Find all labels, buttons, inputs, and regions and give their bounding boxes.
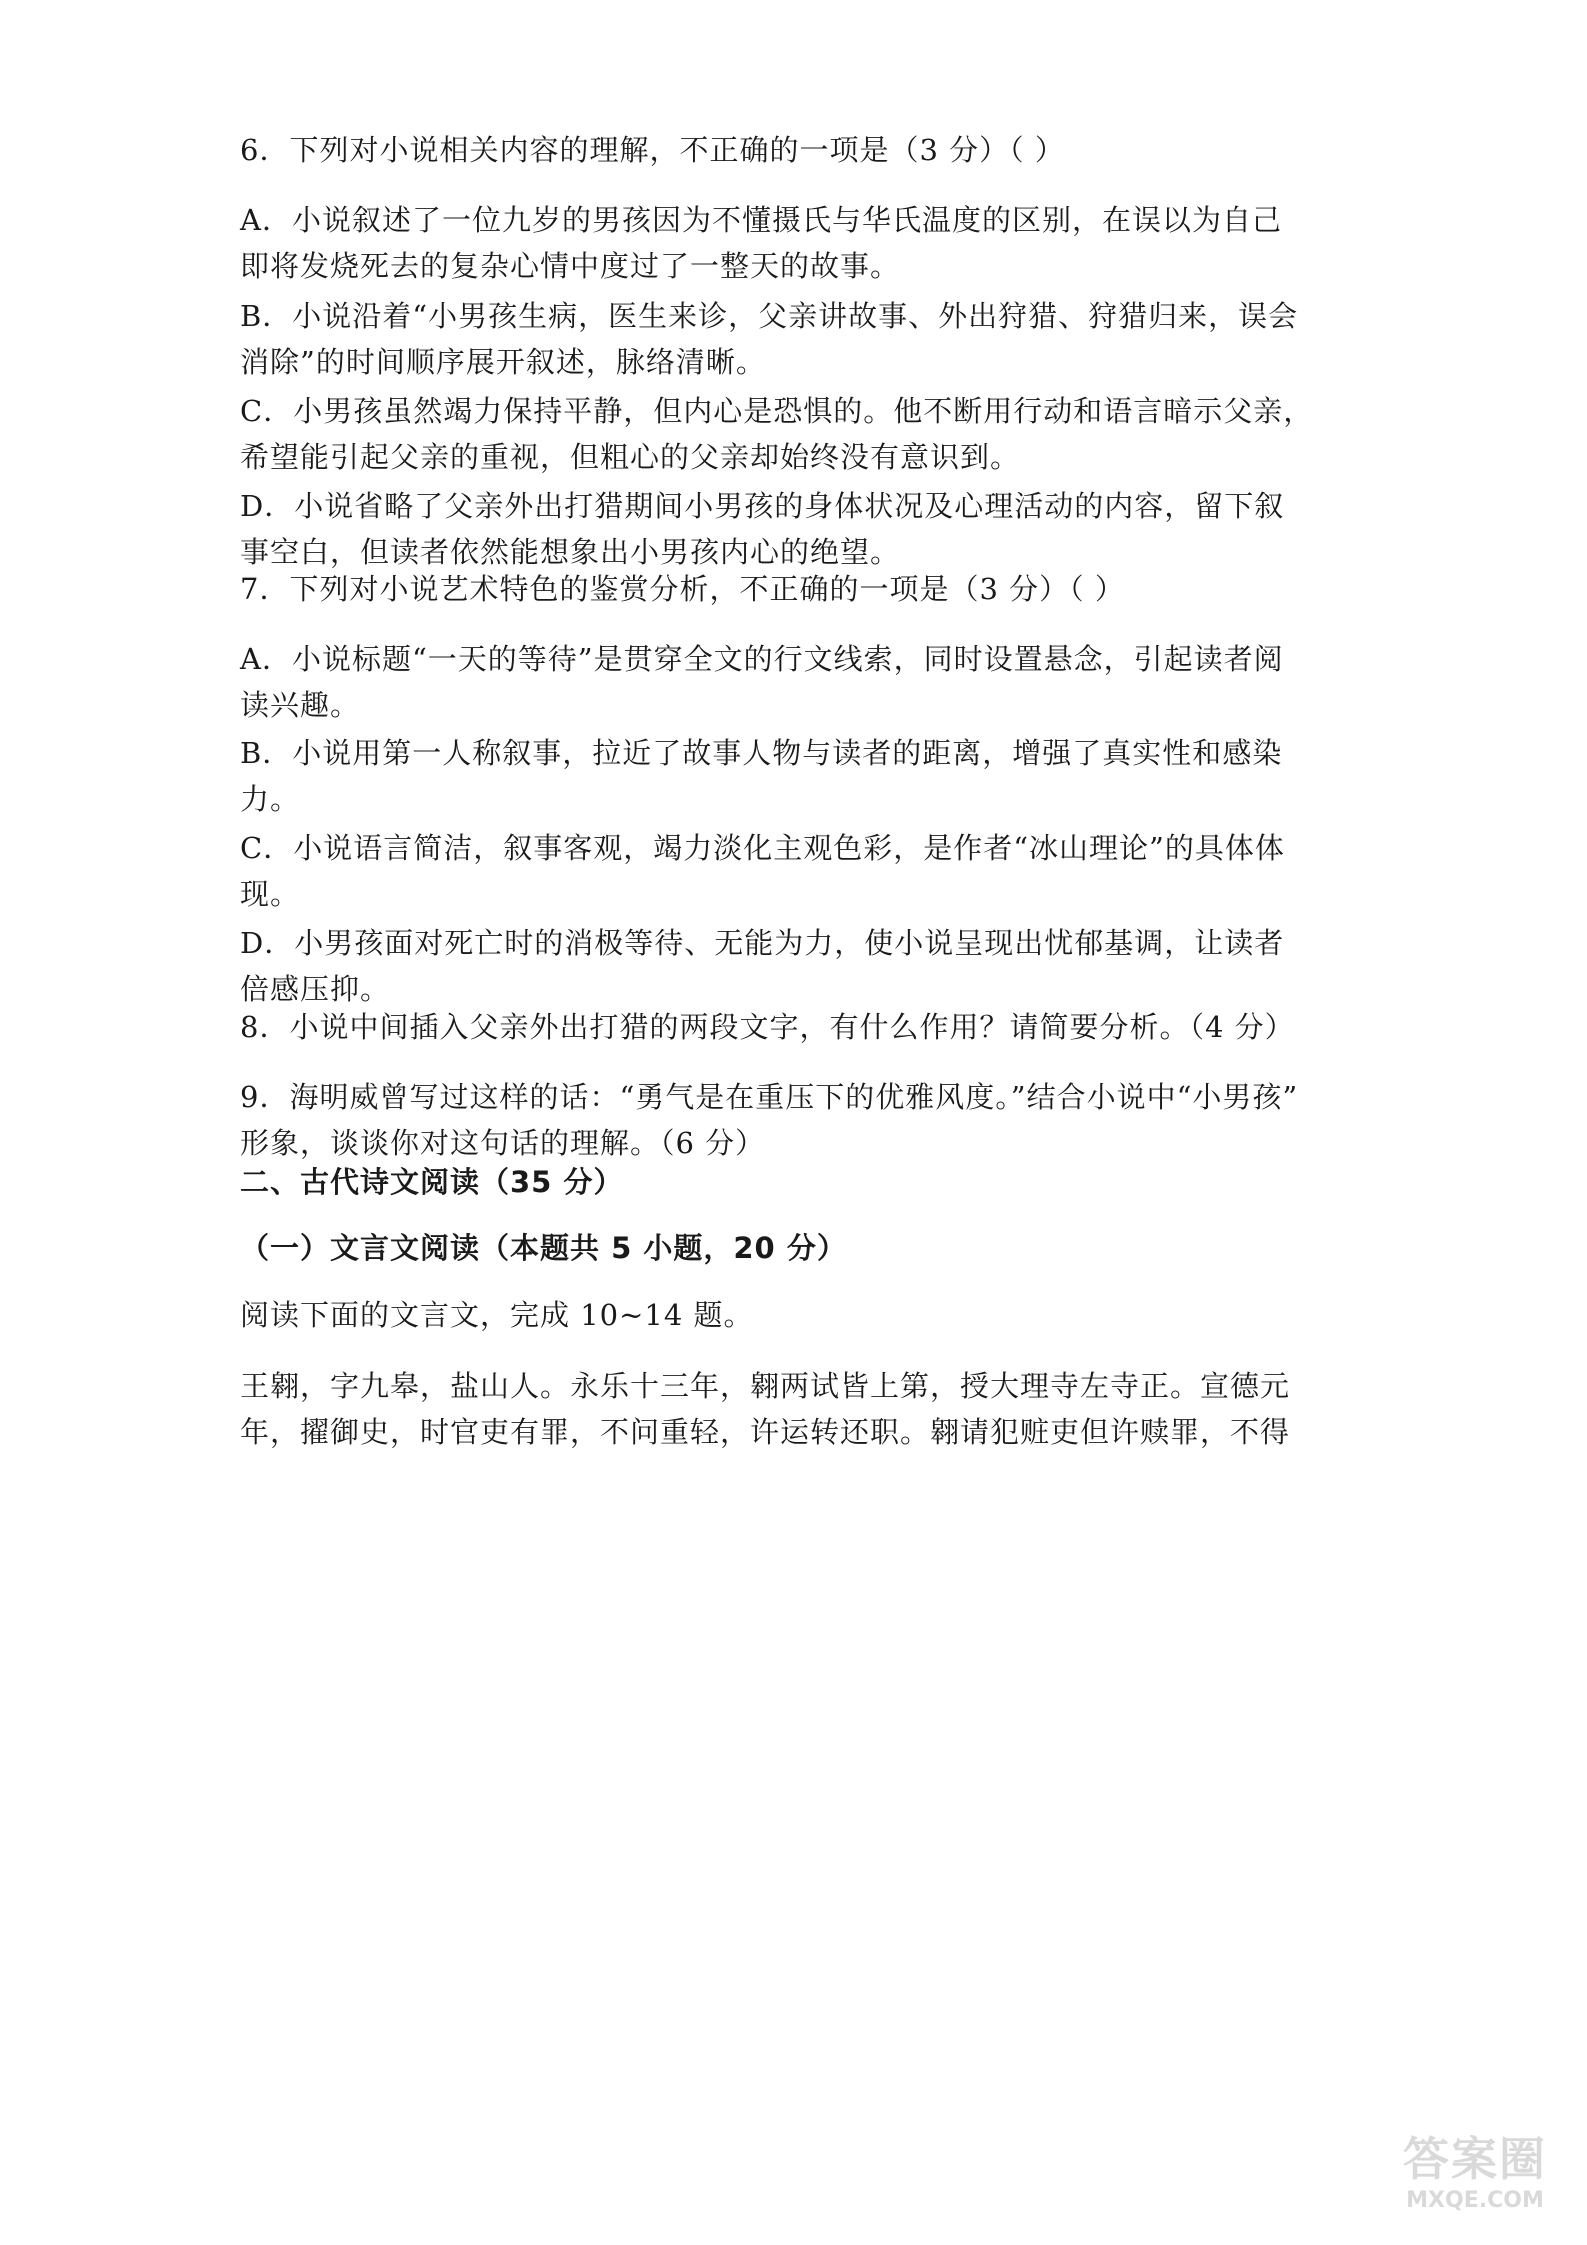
watermark-logo [1385, 2131, 1565, 2227]
section-heading-ancient-reading: 二、古代诗文阅读（35 分） [240, 1165, 624, 1199]
q7-option-d: D．小男孩面对死亡时的消极等待、无能为力，使小说呈现出忧郁基调，让读者 倍感压抑。 [240, 926, 1285, 1006]
q7-option-b: B．小说用第一人称叙事，拉近了故事人物与读者的距离，增强了真实性和感染 力。 [240, 736, 1283, 816]
classical-passage: 王翱，字九皋，盐山人。永乐十三年，翱两试皆上第，授大理寺左寺正。宣德元 年，擢御史，时官吏有罪，不问重轻，许运转还职。翱请犯赃吏但许赎罪，不得 [240, 1369, 1291, 1449]
reading-instruction: 阅读下面的文言文，完成 10~14 题。 [240, 1298, 754, 1332]
q9-stem: 9．海明威曾写过这样的话：“勇气是在重压下的优雅风度。”结合小说中“小男孩” 形象，谈谈你对这句话的理解。（6 分） [240, 1080, 1299, 1160]
subsection-heading-classical-chinese: （一）文言文阅读（本题共 5 小题，20 分） [240, 1231, 847, 1265]
q6-option-d: D．小说省略了父亲外出打猎期间小男孩的身体状况及心理活动的内容，留下叙 事空白，但读者依然能想象出小男孩内心的绝望。 [240, 489, 1285, 569]
q6-option-a: A．小说叙述了一位九岁的男孩因为不懂摄氏与华氏温度的区别，在误以为自己 即将发烧死去的复杂心情中度过了一整天的故事。 [240, 203, 1282, 283]
q7-option-a: A．小说标题“一天的等待”是贯穿全文的行文线索，同时设置悬念，引起读者阅 读兴趣。 [240, 642, 1284, 722]
q6-option-c: C．小男孩虽然竭力保持平静，但内心是恐惧的。他不断用行动和语言暗示父亲， 希望能引起父亲的重视，但粗心的父亲却始终没有意识到。 [240, 394, 1314, 474]
q7-option-c: C．小说语言简洁，叙事客观，竭力淡化主观色彩，是作者“冰山理论”的具体体 现。 [240, 831, 1285, 911]
watermark-logo-text: 答案圈 [1403, 2132, 1547, 2186]
q8-stem: 8．小说中间插入父亲外出打猎的两段文字，有什么作用？请简要分析。（4 分） [240, 1010, 1295, 1044]
q6-option-b: B．小说沿着“小男孩生病，医生来诊，父亲讲故事、外出狩猎、狩猎归来，误会 消除”的时间顺序展开叙述，脉络清晰。 [240, 299, 1299, 379]
watermark-url: MXQE.COM [1406, 2188, 1544, 2213]
q6-stem: 6．下列对小说相关内容的理解，不正确的一项是（3 分）（ ） [240, 133, 1065, 167]
q7-stem: 7．下列对小说艺术特色的鉴赏分析，不正确的一项是（3 分）（ ） [240, 572, 1125, 606]
